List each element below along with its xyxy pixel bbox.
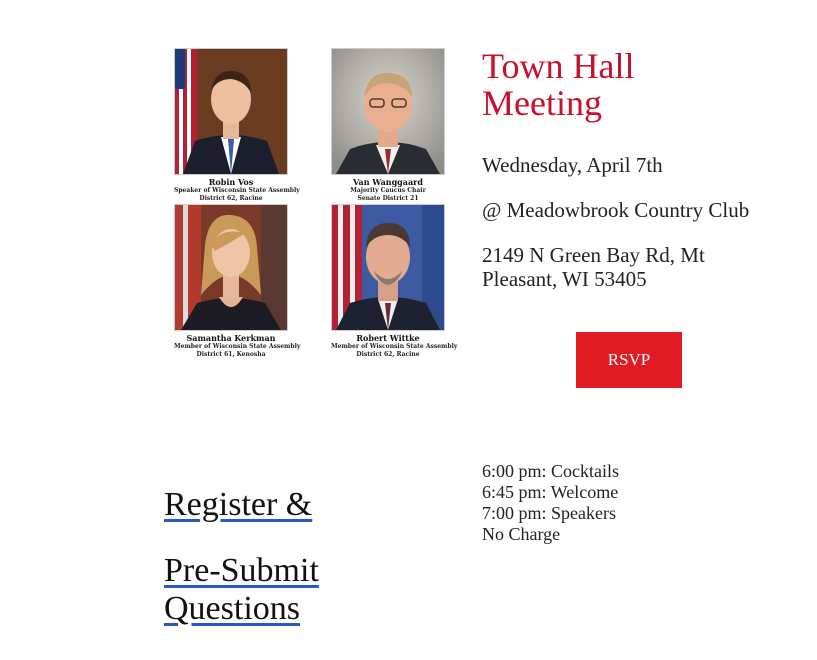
speaker-district: District 62, Racine [356, 351, 420, 358]
rsvp-button[interactable]: RSVP [576, 332, 682, 388]
event-title [482, 48, 634, 122]
speaker-district: Senate District 21 [357, 195, 419, 202]
speaker-photo [331, 204, 445, 331]
register-link[interactable]: Register & [164, 486, 313, 523]
speaker-role: Member of Wisconsin State Assembly [174, 343, 301, 350]
speaker-district: District 61, Kenosha [196, 351, 266, 358]
speaker-role: Member of Wisconsin State Assembly [331, 343, 458, 350]
event-schedule [482, 461, 619, 545]
speaker-card-vos [174, 48, 300, 203]
speaker-photo [174, 204, 288, 331]
event-address: 2149 N Green Bay Rd, Mt Pleasant, WI 53405 [482, 243, 705, 291]
speaker-role: Speaker of Wisconsin State Assembly [174, 187, 300, 194]
event-title-line2: Meeting [482, 83, 602, 123]
event-venue: @ Meadowbrook Country Club [482, 198, 750, 222]
speaker-photo [174, 48, 288, 175]
event-title-line1: Town Hall [482, 46, 635, 86]
pre-submit-questions-link[interactable]: Pre-Submit Questions [164, 552, 319, 627]
speaker-name: Robin Vos [208, 177, 254, 187]
schedule-item: 7:00 pm: Speakers [482, 503, 616, 523]
schedule-item: 6:45 pm: Welcome [482, 482, 619, 502]
event-date: Wednesday, April 7th [482, 153, 663, 177]
speaker-card-wittke [331, 204, 458, 359]
speaker-name: Samantha Kerkman [186, 333, 276, 343]
speaker-name: Van Wanggaard [353, 177, 423, 187]
speaker-district: District 62, Racine [199, 195, 263, 202]
schedule-item: No Charge [482, 524, 561, 544]
speaker-photo [331, 48, 445, 175]
speaker-role: Majority Caucus Chair [350, 187, 426, 194]
schedule-item: 6:00 pm: Cocktails [482, 461, 619, 481]
speaker-name: Robert Wittke [356, 333, 420, 343]
speaker-card-wanggaard [331, 48, 445, 203]
speaker-card-kerkman [174, 204, 301, 359]
